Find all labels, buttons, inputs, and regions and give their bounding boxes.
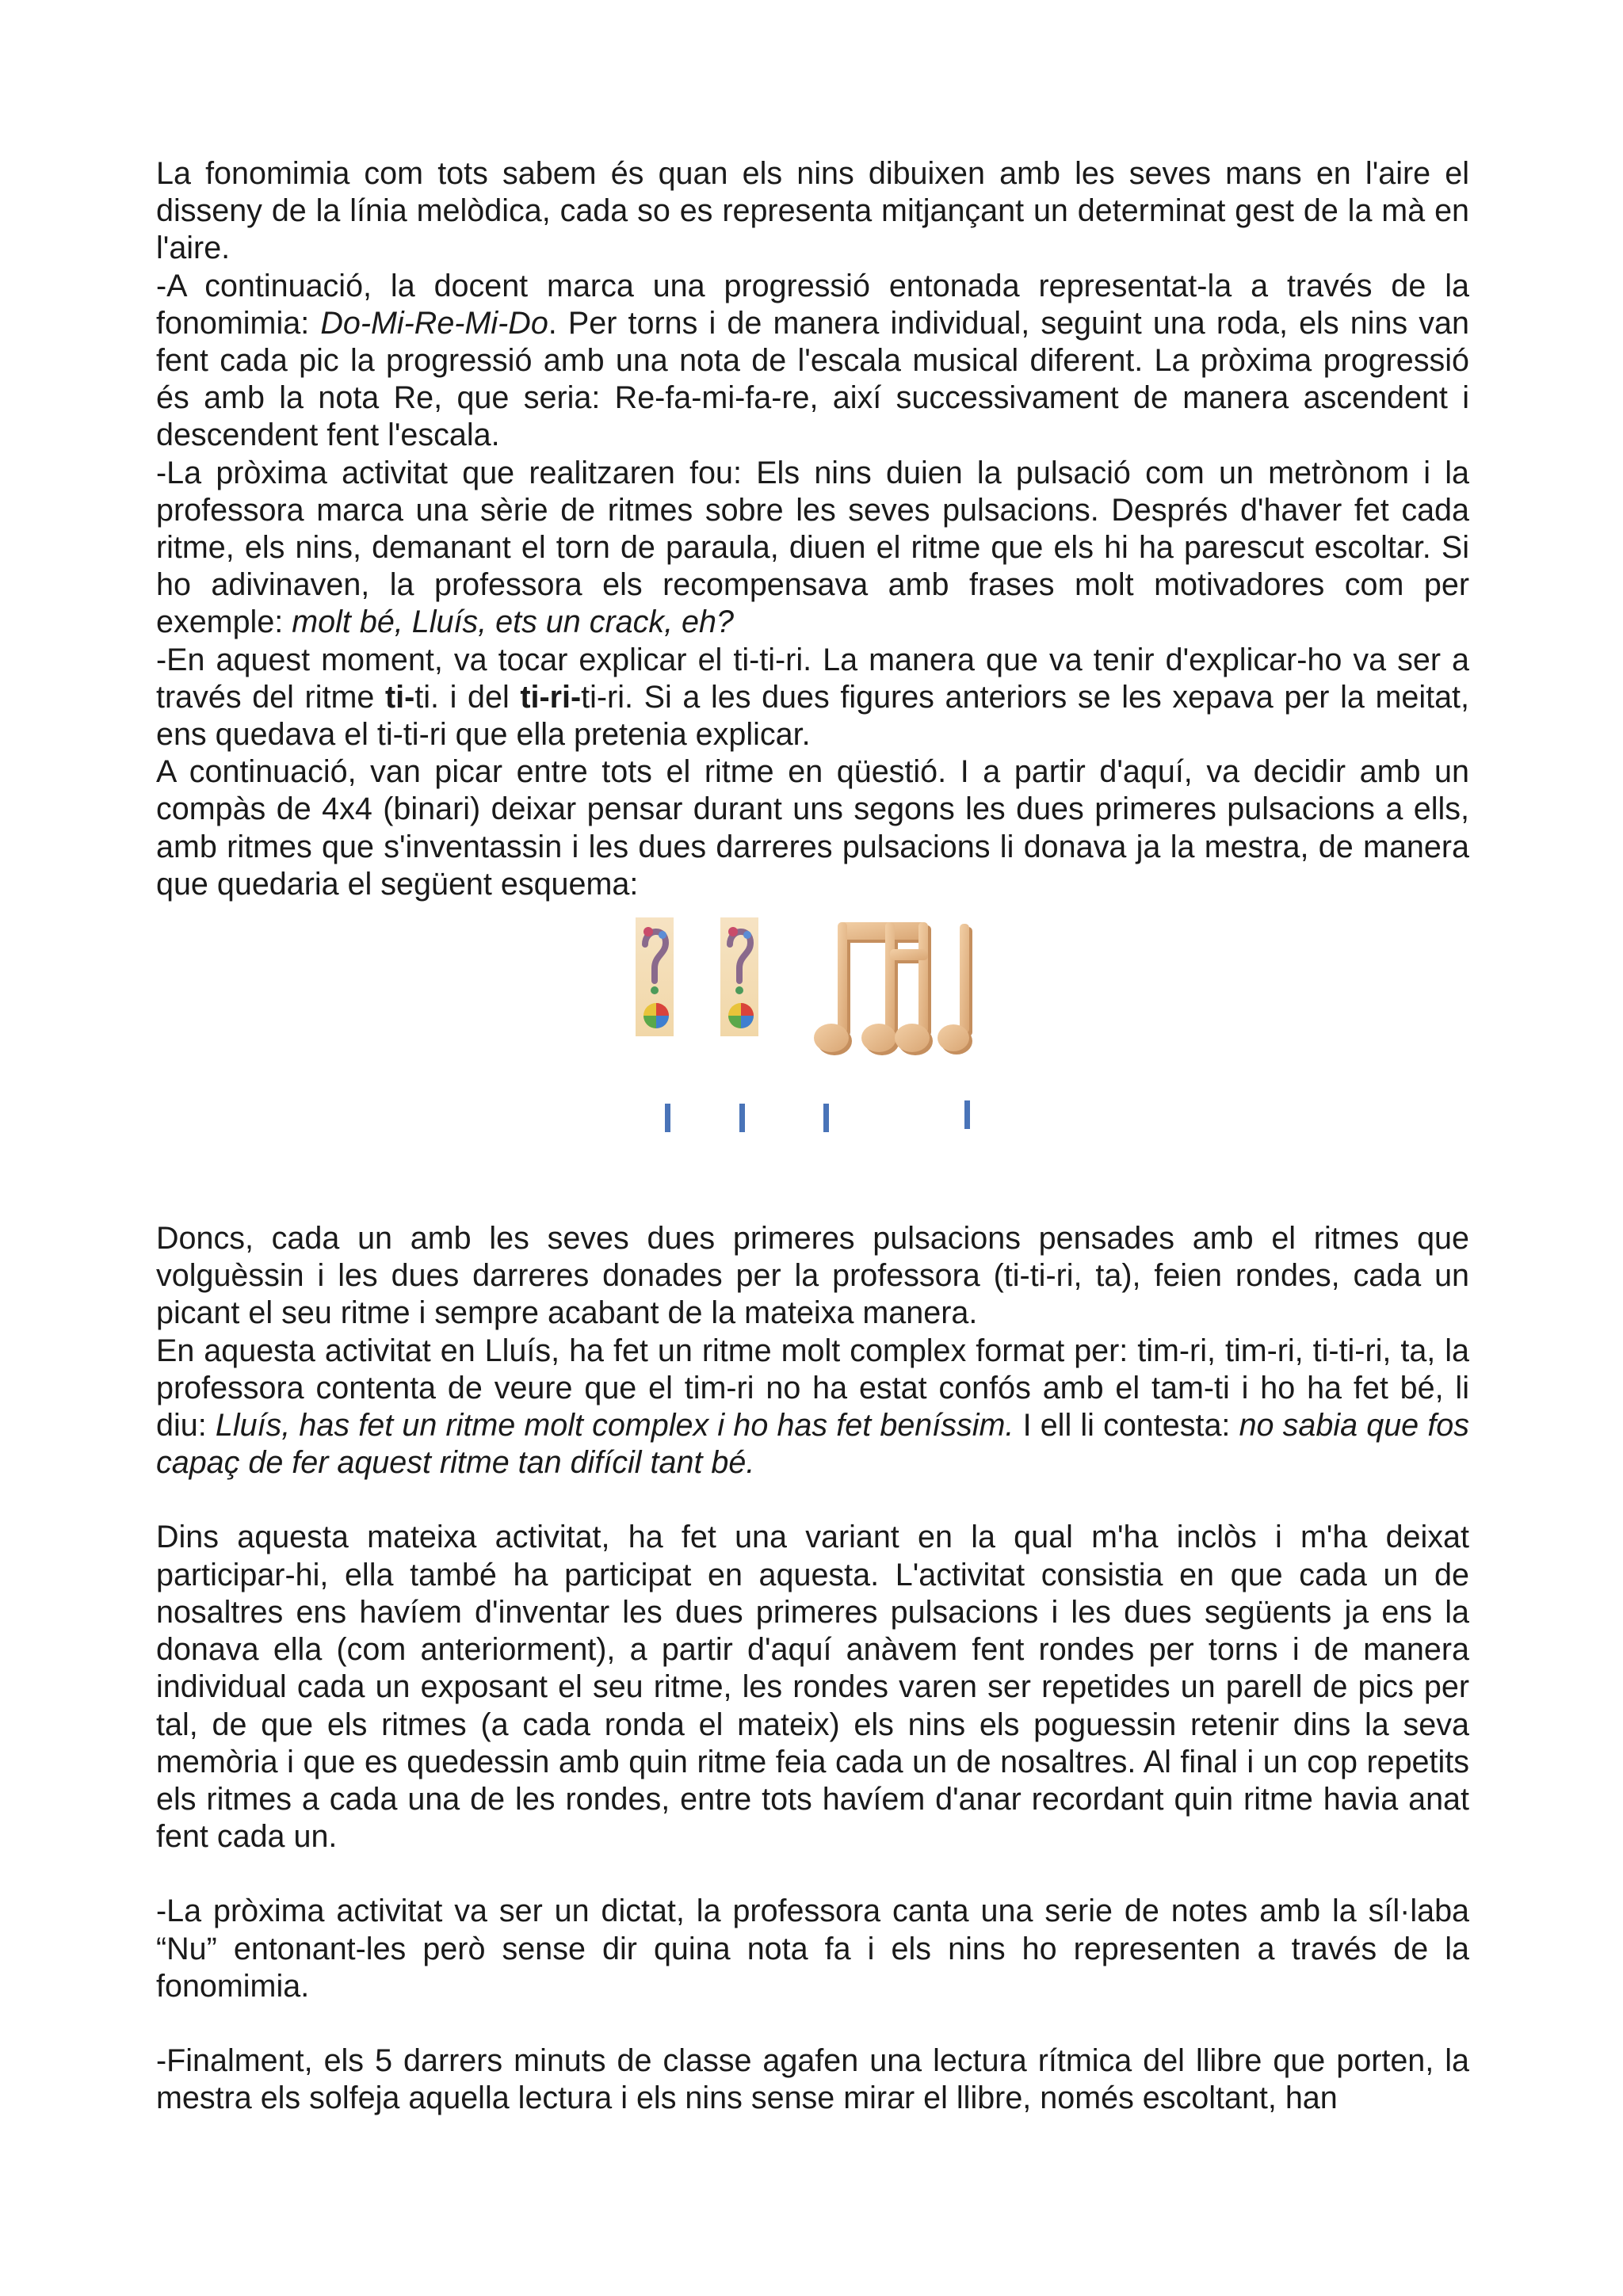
text-run: ti-ri- [520,679,582,715]
text-run: no sabia que fos capaç de fer aquest ritme tan difícil tant bé. [156,1408,1470,1481]
text-run: molt bé, Lluís, ets un crack, eh? [292,605,734,640]
text-run: Lluís, has fet un ritme molt complex i ho has fet beníssim. [215,1408,1014,1444]
pulse-marker [739,1104,745,1132]
paragraph [156,455,1469,642]
paragraph [156,753,1469,903]
paragraph [156,155,1469,268]
text-run: ti- [384,679,415,715]
text-run: -La pròxima activitat va ser un dictat, la professora canta una serie de notes amb la síl·laba “Nu” entonant-les però sense dir quina nota fa i els nins ho representen a través de la fonomimia. [156,1894,1469,2004]
question-mark-icon [720,917,758,1036]
paragraph [156,1333,1469,1482]
rhythm-scheme-graphic [156,903,1469,1220]
text-run: ti. i del [414,679,521,715]
text-run: En aquesta activitat en Lluís, ha fet un ritme molt complex format per: tim-ri, tim-ri, ti-ti-ri, ta, la professora contenta de veure que el tim-ri no ha estat confós amb el tam-ti i ho ha fet bé, li diu: [156,1333,1469,1444]
pulse-marker [964,1100,970,1129]
text-run: ti-ri. Si a les dues figures anteriors se les xepava per la meitat, ens quedava el ti-ti-ri que ella pretenia explicar. [156,679,1469,753]
paragraph-spacer [156,2005,1469,2042]
text-run: -La pròxima activitat que realitzaren fou: Els nins duien la pulsació com un metrònom i la professora marca una sèrie de ritmes sobre les seves pulsacions. Després d'haver fet cada ritme, els nins, demanant el torn de paraula, diuen el ritme que els hi ha parescut escoltar. Si ho adivinaven, la professora els recompensava amb frases molt motivadores com per exemple: [156,455,1469,640]
document-page [156,155,1469,2117]
paragraph [156,268,1469,455]
paragraph [156,1519,1469,1855]
text-run: Doncs, cada un amb les seves dues primeres pulsacions pensades amb el ritmes que volguèssin i les dues darreres donades per la professora (ti-ti-ri, ta), feien rondes, cada un picant el seu ritme i sempre acabant de la mateixa manera. [156,1221,1469,1331]
text-run: . Per torns i de manera individual, seguint una roda, els nins van fent cada pic la progressió amb una nota de l'escala musical diferent. La pròxima progressió és amb la nota Re, que seria: Re-fa-mi-fa-re, així successivament de manera ascendent i descendent fent l'escala. [156,305,1469,453]
text-run: I ell li contesta: [1014,1408,1239,1444]
pulse-marker [665,1104,670,1132]
rhythm-scheme-figure [156,903,1469,1220]
paragraph [156,2042,1469,2117]
text-run: -En aquest moment, va tocar explicar el ti-ti-ri. La manera que va tenir d'explicar-ho va ser a través del ritme [156,642,1469,715]
paragraph-spacer [156,1855,1469,1893]
paragraph [156,1220,1469,1333]
pulse-marker [823,1104,829,1132]
text-run: -A continuació, la docent marca una progressió entonada representat-la a través de la fonomimia: [156,268,1469,341]
paragraph-spacer [156,1482,1469,1519]
text-run: A continuació, van picar entre tots el ritme en qüestió. I a partir d'aquí, va decidir amb un compàs de 4x4 (binari) deixar pensar durant uns segons les dues primeres pulsacions a ells, amb ritmes que s'inventassin i les dues darreres pulsacions li donava ja la mestra, de manera que quedaria el següent esquema: [156,754,1469,902]
text-run: Dins aquesta mateixa activitat, ha fet una variant en la qual m'ha inclòs i m'ha deixat participar-hi, ella també ha participat en aquesta. L'activitat consistia en que cada un de nosaltres ens havíem d'inventar les dues primeres pulsacions i les dues següents ja ens la donava ella (com anteriorment), a partir d'aquí anàvem fent rondes per torns i de manera individual cada un exposant el seu ritme, les rondes varen ser repetides un parell de pics per tal, de que els ritmes (a cada ronda el mateix) els nins els poguessin retenir dins la seva memòria i que es quedessin amb quin ritme feia cada un de nosaltres. Al final i un cop repetits els ritmes a cada una de les rondes, entre tots havíem d'anar recordant quin ritme havia anat fent cada un. [156,1520,1469,1855]
text-run: -Finalment, els 5 darrers minuts de classe agafen una lectura rítmica del llibre que porten, la mestra els solfeja aquella lectura i els nins sense mirar el llibre, només escoltant, han [156,2042,1469,2116]
paragraph [156,1893,1469,2005]
text-run: Do-Mi-Re-Mi-Do [320,305,548,341]
beamed-notes-icon [814,922,972,1055]
text-run: La fonomimia com tots sabem és quan els nins dibuixen amb les seves mans en l'aire el disseny de la línia melòdica, cada so es representa mitjançant un determinat gest de la mà en l'aire. [156,156,1469,266]
question-mark-icon [636,917,674,1036]
paragraph [156,642,1469,754]
